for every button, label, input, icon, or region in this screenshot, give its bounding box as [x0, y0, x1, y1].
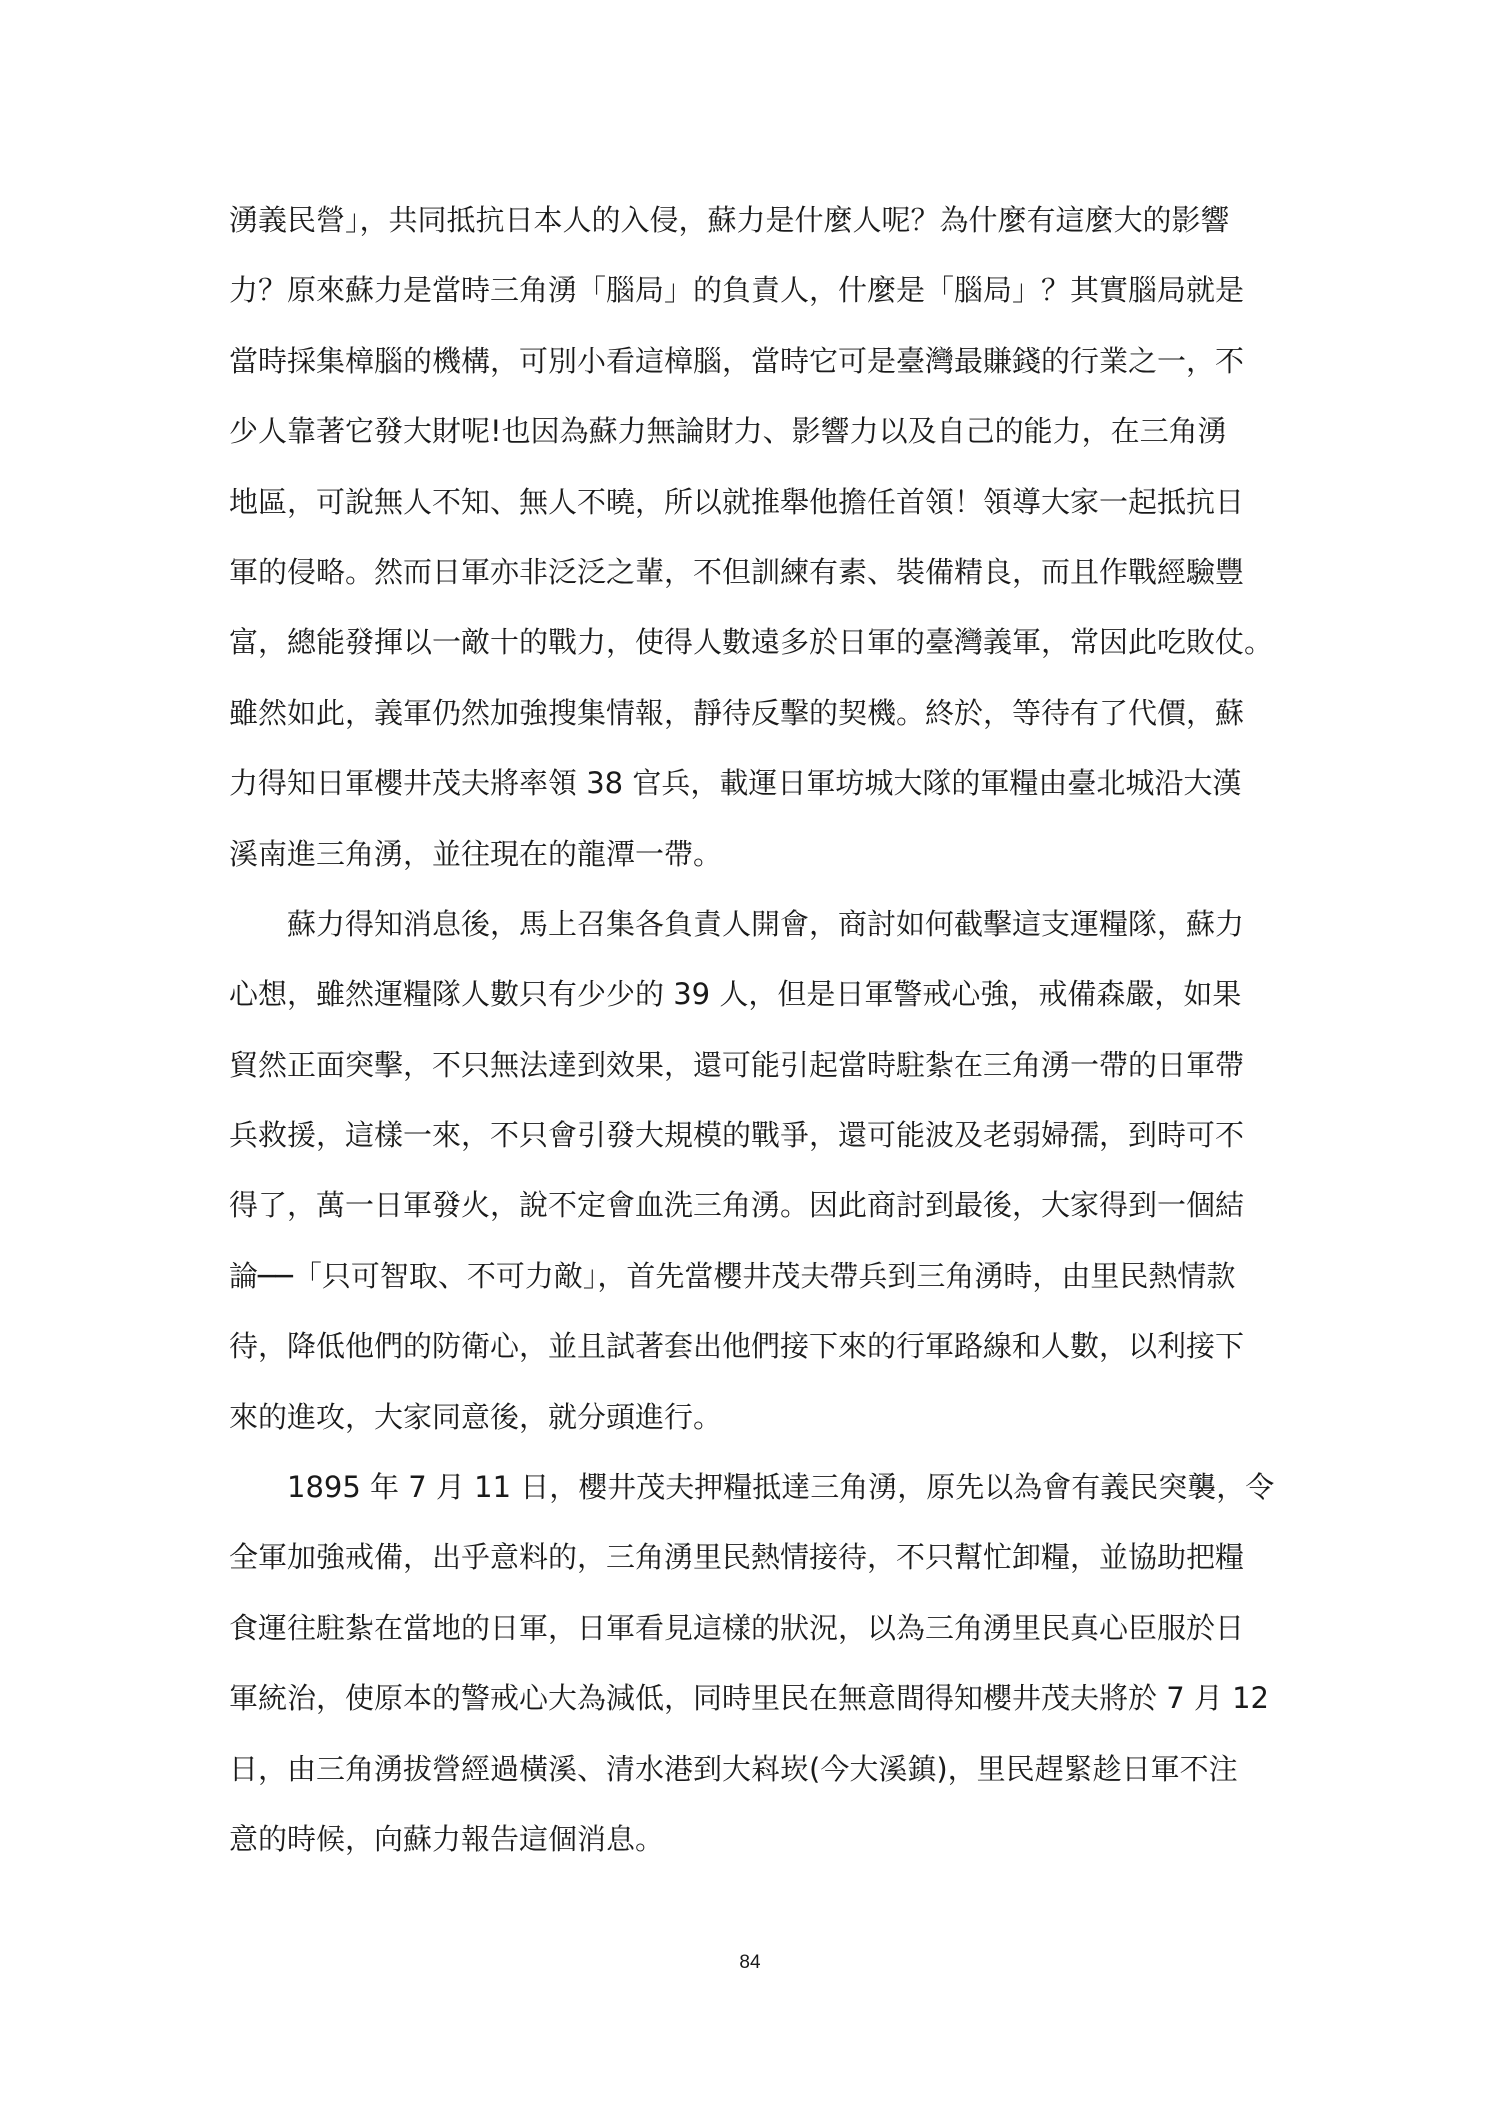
text-line: 論──「只可智取、不可力敵」，首先當櫻井茂夫帶兵到三角湧時，由里民熱情款 — [229, 1258, 1236, 1293]
text-line: 湧義民營」，共同抵抗日本人的入侵，蘇力是什麼人呢？為什麼有這麼大的影響 — [229, 203, 1230, 237]
paragraph-first-line: 蘇力得知消息後，馬上召集各負責人開會，商討如何截擊這支運糧隊，蘇力 — [287, 906, 1245, 941]
text-line: 兵救援，這樣一來，不只會引發大規模的戰爭，還可能波及老弱婦孺，到時可不 — [229, 1118, 1245, 1153]
text-line: 待，降低他們的防衛心，並且試著套出他們接下來的行軍路線和人數，以利接下 — [229, 1329, 1245, 1364]
text-line: 力得知日軍櫻井茂夫將率領 38 官兵，載運日軍坊城大隊的軍糧由臺北城沿大漢 — [229, 766, 1242, 801]
text-line: 富，總能發揮以一敵十的戰力，使得人數遠多於日軍的臺灣義軍，常因此吃敗仗。 — [229, 625, 1274, 660]
page-number: 84 — [739, 1952, 761, 1973]
text-line: 日，由三角湧拔營經過橫溪、清水港到大嵙崁(今大溪鎮)，里民趕緊趁日軍不注 — [229, 1751, 1238, 1786]
text-line: 力？原來蘇力是當時三角湧「腦局」的負責人，什麼是「腦局」？其實腦局就是 — [229, 273, 1245, 308]
text-line: 意的時候，向蘇力報告這個消息。 — [229, 1821, 665, 1856]
body-text — [229, 185, 1284, 1874]
text-line: 軍的侵略。然而日軍亦非泛泛之輩，不但訓練有素、裝備精良，而且作戰經驗豐 — [229, 554, 1245, 589]
text-line: 軍統治，使原本的警戒心大為減低，同時里民在無意間得知櫻井茂夫將於 7 月 12 — [229, 1681, 1270, 1716]
text-line: 少人靠著它發大財呢!也因為蘇力無論財力、影響力以及自己的能力，在三角湧 — [229, 414, 1227, 449]
text-line: 地區，可說無人不知、無人不曉，所以就推舉他擔任首領！領導大家一起抵抗日 — [229, 484, 1245, 519]
text-line: 溪南進三角湧，並往現在的龍潭一帶。 — [229, 836, 723, 871]
text-line: 當時採集樟腦的機構，可別小看這樟腦，當時它可是臺灣最賺錢的行業之一，不 — [229, 343, 1245, 378]
text-line: 食運往駐紮在當地的日軍，日軍看見這樣的狀況，以為三角湧里民真心臣服於日 — [229, 1610, 1245, 1645]
text-line: 心想，雖然運糧隊人數只有少少的 39 人，但是日軍警戒心強，戒備森嚴，如果 — [229, 977, 1242, 1012]
text-line: 得了，萬一日軍發火，說不定會血洗三角湧。因此商討到最後，大家得到一個結 — [229, 1188, 1245, 1223]
text-line: 全軍加強戒備，出乎意料的，三角湧里民熱情接待，不只幫忙卸糧，並協助把糧 — [229, 1540, 1245, 1575]
text-line: 來的進攻，大家同意後，就分頭進行。 — [229, 1399, 723, 1434]
text-line: 雖然如此，義軍仍然加強搜集情報，靜待反擊的契機。終於，等待有了代價，蘇 — [229, 695, 1245, 730]
paragraph-first-line: 1895 年 7 月 11 日，櫻井茂夫押糧抵達三角湧，原先以為會有義民突襲，令 — [287, 1470, 1275, 1505]
text-line: 貿然正面突擊，不只無法達到效果，還可能引起當時駐紮在三角湧一帶的日軍帶 — [229, 1047, 1245, 1082]
